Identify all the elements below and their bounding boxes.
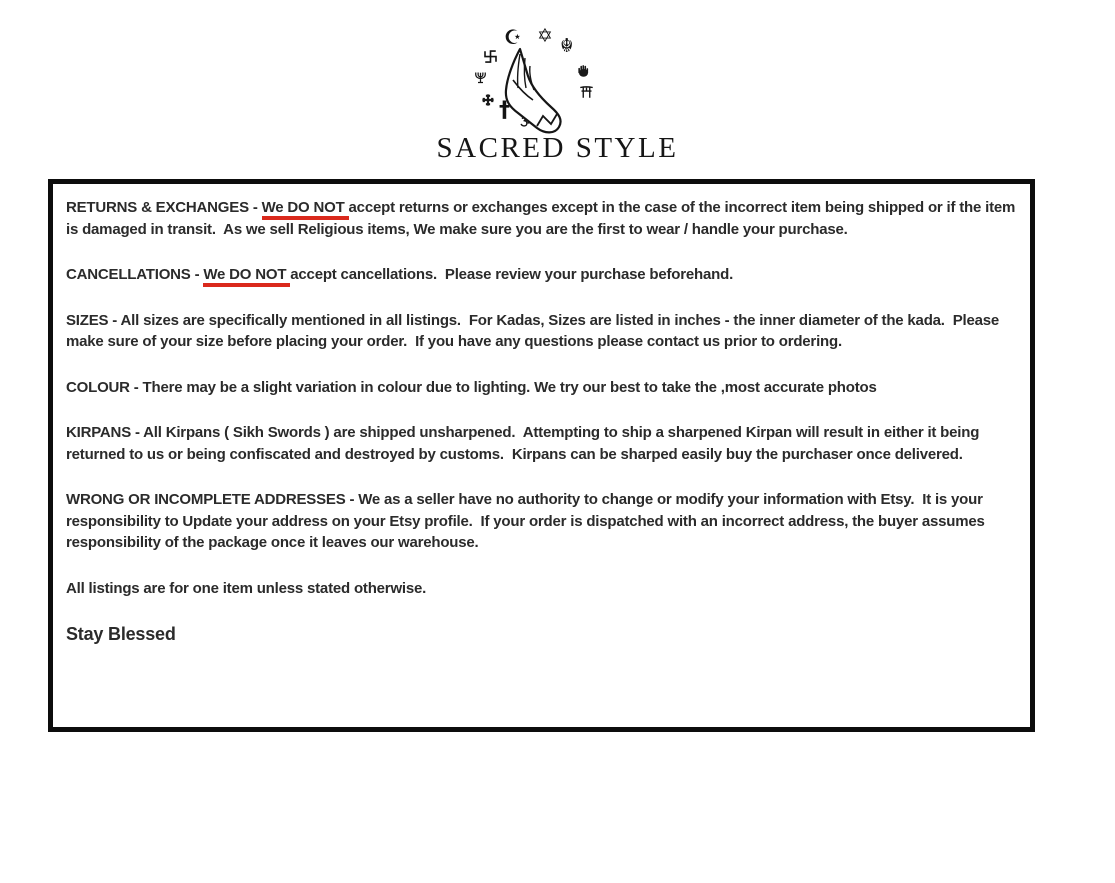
red-underlined-phrase: We DO NOT	[262, 199, 349, 220]
policy-heading: WRONG OR INCOMPLETE ADDRESSES -	[66, 491, 359, 508]
crescent-and-star-icon: ☪	[504, 25, 522, 49]
policy-text: All Kirpans ( Sikh Swords ) are shipped unsharpened. Attempting to ship a sharpened Kirpan will result in either it being returned to us or being confiscated and destroyed by customs. Kirpans can be sharped easily buy the purchaser once delivered.	[66, 424, 984, 463]
brand-wordmark: SACRED STYLE	[436, 132, 679, 164]
policy-heading: SIZES -	[66, 311, 121, 329]
latin-cross-icon: †	[499, 98, 510, 123]
policy-text: accept returns or exchanges except in the case of the incorrect item being shipped or if the item is damaged in transit. As we sell Religious items, We make sure you are the first to wear / handle your purchase.	[66, 199, 1020, 238]
policy-heading: KIRPANS -	[66, 424, 144, 441]
policy-text: All sizes are specifically mentioned in all listings. For Kadas, Sizes are listed in inches - the inner diameter of the kada. Please make sure of your size before placing your order. If you have any questions please contact us prior to ordering.	[66, 311, 1004, 350]
khanda-icon: ☬	[560, 35, 574, 57]
praying-hands-icon	[485, 44, 600, 144]
closing-message: Stay Blessed	[66, 624, 176, 644]
policy-cancellations	[66, 264, 1018, 286]
policy-kirpans	[66, 422, 1018, 465]
policy-heading: COLOUR -	[66, 378, 143, 396]
star-of-david-icon: ✡	[537, 25, 553, 47]
policy-text: All listings are for one item unless stated otherwise.	[66, 579, 427, 597]
policy-text: We as a seller have no authority to change or modify your information with Etsy. It is your responsibility to Update your address on your Etsy profile. If your order is dispatched with an incorrect address, the buyer assumes responsibility of the package once it leaves our warehouse.	[66, 491, 989, 551]
policy-wrong-addresses	[66, 489, 1018, 554]
sacred-style-logo	[465, 24, 615, 136]
policy-sizes	[66, 310, 1018, 353]
policy-text: There may be a slight variation in colour due to lighting. We try our best to take the ,most accurate photos	[142, 378, 877, 396]
policy-returns-exchanges	[66, 197, 1018, 240]
policy-colour	[66, 377, 1018, 399]
policy-text: accept cancellations. Please review your purchase beforehand.	[290, 266, 734, 283]
policy-heading: CANCELLATIONS -	[66, 266, 204, 283]
policy-one-item-note	[66, 578, 1018, 600]
policy-box	[48, 179, 1035, 732]
policy-heading: RETURNS & EXCHANGES -	[66, 199, 262, 216]
red-underlined-phrase: We DO NOT	[203, 266, 290, 287]
